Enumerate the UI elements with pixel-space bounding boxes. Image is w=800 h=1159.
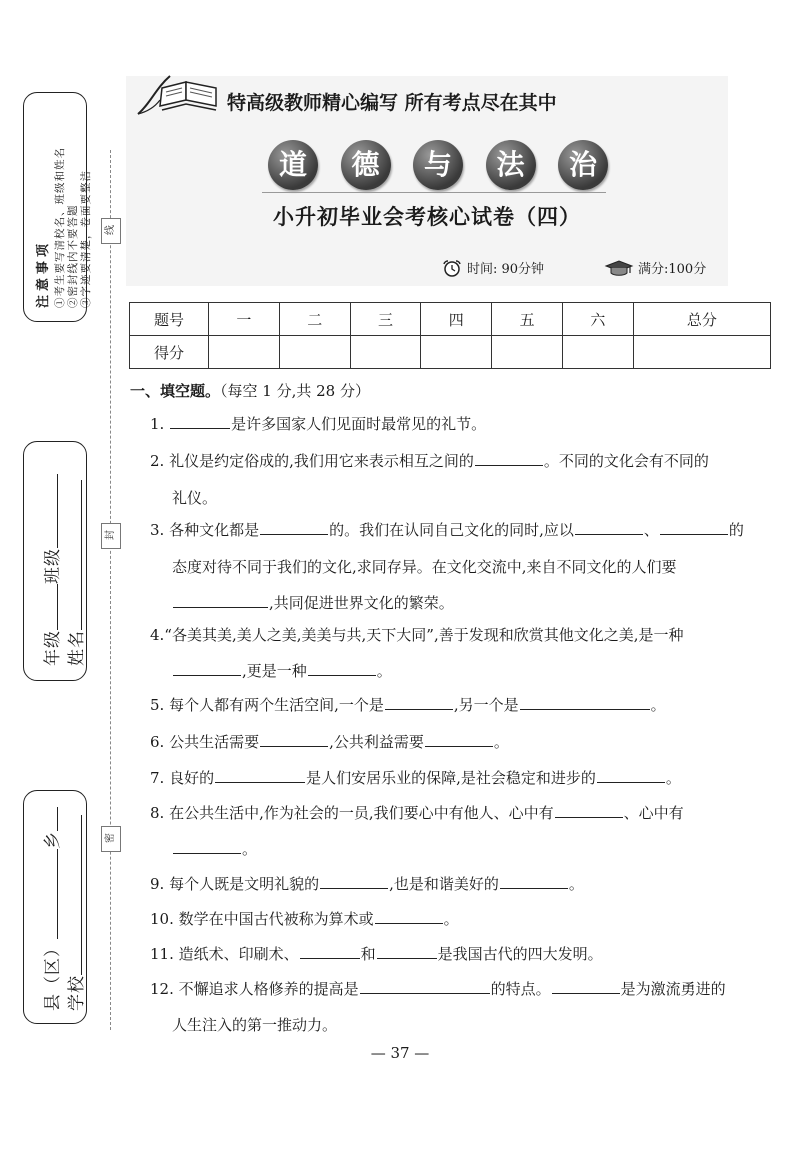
subject-title	[268, 140, 608, 190]
notes-title: 注意事项	[36, 239, 51, 308]
q6-blank-1[interactable]	[260, 732, 328, 747]
question-12	[150, 978, 726, 999]
notes-item-1: ①考生要写清校名、班级和姓名	[54, 147, 66, 308]
subject-char-4: 法	[486, 140, 536, 190]
score-header-1: 一	[209, 303, 280, 336]
q3-text-c: 、	[643, 521, 659, 539]
q4-text-c: 。	[376, 662, 392, 680]
q2-text-a: 2. 礼仪是约定俗成的,我们用它来表示相互之间的	[150, 452, 474, 470]
q7-text-b: 是人们安居乐业的保障,是社会稳定和进步的	[306, 769, 596, 787]
q8-text-a: 8. 在公共生活中,作为社会的一员,我们要心中有他人、心中有	[150, 804, 554, 822]
score-cell-5[interactable]	[492, 336, 563, 369]
score-header-total: 总分	[633, 303, 770, 336]
q4-blank-1[interactable]	[173, 661, 241, 676]
q11-text-c: 是我国古代的四大发明。	[437, 945, 603, 963]
full-score	[604, 258, 706, 277]
q7-text-a: 7. 良好的	[150, 769, 215, 787]
score-header-3: 三	[350, 303, 421, 336]
class-label: 班级	[43, 548, 63, 584]
question-12-cont	[172, 1014, 337, 1035]
name-blank[interactable]	[67, 480, 82, 630]
school-label: 学校	[67, 975, 87, 1011]
q3-text-f: ,共同促进世界文化的繁荣。	[269, 594, 454, 612]
header-slogan: 特高级教师精心编写 所有考点尽在其中	[227, 92, 557, 114]
exam-time	[441, 258, 544, 277]
grade-blank[interactable]	[43, 584, 58, 630]
question-3	[150, 519, 744, 540]
q6-text-c: 。	[493, 733, 509, 751]
binding-mark-feng: 封	[101, 523, 121, 549]
q11-blank-2[interactable]	[377, 944, 437, 959]
q10-text-b: 。	[443, 910, 459, 928]
name-label: 姓名	[67, 630, 87, 666]
q3-blank-2[interactable]	[575, 520, 643, 535]
q11-text-b: 和	[360, 945, 376, 963]
full-score-text: 满分:100分	[638, 262, 707, 277]
score-cell-4[interactable]	[421, 336, 492, 369]
question-2	[150, 450, 709, 471]
score-cell-2[interactable]	[279, 336, 350, 369]
subject-char-3: 与	[413, 140, 463, 190]
q3-text-a: 3. 各种文化都是	[150, 521, 260, 539]
graduation-cap-icon	[604, 259, 634, 277]
school-field	[62, 815, 87, 1011]
header-divider	[262, 192, 606, 193]
score-header-5: 五	[492, 303, 563, 336]
q3-blank-4[interactable]	[173, 593, 268, 608]
q9-blank-2[interactable]	[500, 874, 568, 889]
question-3-cont-1	[172, 556, 677, 577]
score-cell-1[interactable]	[209, 336, 280, 369]
q7-text-c: 。	[665, 769, 681, 787]
q8-blank-1[interactable]	[555, 803, 623, 818]
section-note: （每空 1 分,共 28 分）	[220, 382, 370, 400]
q10-blank-1[interactable]	[375, 909, 443, 924]
notes-box	[23, 92, 92, 322]
q3-text-b: 的。我们在认同自己文化的同时,应以	[329, 521, 574, 539]
q5-blank-1[interactable]	[385, 695, 453, 710]
q3-blank-3[interactable]	[660, 520, 728, 535]
score-row-label: 得分	[130, 336, 209, 369]
name-field	[62, 480, 87, 666]
question-8	[150, 802, 684, 823]
score-cell-6[interactable]	[562, 336, 633, 369]
question-6	[150, 731, 509, 752]
alarm-clock-icon	[441, 259, 463, 277]
q6-text-b: ,公共利益需要	[329, 733, 424, 751]
q6-blank-2[interactable]	[425, 732, 493, 747]
question-3-cont-2	[172, 592, 454, 613]
q3-blank-1[interactable]	[260, 520, 328, 535]
binding-mark-xian: 线	[101, 218, 121, 244]
question-1	[150, 413, 486, 434]
township-label: 乡	[43, 831, 63, 849]
exam-title: 小升初毕业会考核心试卷（四）	[273, 205, 581, 229]
q12-text-b: 的特点。	[490, 980, 551, 998]
question-2-cont	[172, 487, 217, 508]
q2-blank-1[interactable]	[475, 451, 543, 466]
score-table-header-row	[130, 303, 771, 336]
q8-text-b: 、心中有	[623, 804, 684, 822]
notes-item-2: ②密封线内不要答题	[67, 204, 79, 308]
subject-char-2: 德	[341, 140, 391, 190]
score-header-label: 题号	[130, 303, 209, 336]
q9-blank-1[interactable]	[320, 874, 388, 889]
score-header-4: 四	[421, 303, 492, 336]
seal-line	[110, 150, 111, 1030]
score-cell-total[interactable]	[633, 336, 770, 369]
class-blank[interactable]	[43, 474, 58, 548]
q11-text-a: 11. 造纸术、印刷术、	[150, 945, 299, 963]
binding-mark-mi: 密	[101, 826, 121, 852]
question-7	[150, 767, 681, 788]
school-info-box	[23, 790, 87, 1024]
section-title: 一、填空题。	[130, 382, 221, 400]
q11-blank-1[interactable]	[300, 944, 360, 959]
question-8-cont	[172, 838, 257, 859]
county-township-field	[38, 807, 63, 1011]
q2-text-c: 礼仪。	[172, 489, 218, 507]
school-blank[interactable]	[67, 815, 82, 975]
grade-label: 年级	[43, 630, 63, 666]
score-table	[129, 302, 771, 369]
q10-text-a: 10. 数学在中国古代被称为算术或	[150, 910, 374, 928]
q7-blank-1[interactable]	[215, 768, 305, 783]
county-label: 县（区）	[43, 939, 63, 1011]
q5-blank-2[interactable]	[520, 695, 650, 710]
q3-text-e: 态度对待不同于我们的文化,求同存异。在文化交流中,来自不同文化的人们要	[172, 558, 677, 576]
section-heading	[130, 380, 370, 401]
q12-text-c: 是为激流勇进的	[620, 980, 726, 998]
q5-text-c: 。	[650, 696, 666, 714]
q5-text-a: 5. 每个人都有两个生活空间,一个是	[150, 696, 384, 714]
score-cell-3[interactable]	[350, 336, 421, 369]
q2-text-b: 。不同的文化会有不同的	[543, 452, 709, 470]
grade-class-field	[38, 474, 63, 666]
q12-blank-1[interactable]	[360, 979, 490, 994]
page-number: — 37 —	[370, 1044, 430, 1062]
book-quill-logo-icon	[136, 74, 226, 120]
question-4	[150, 624, 684, 645]
q4-text-a: 4.“各美其美,美人之美,美美与共,天下大同”,善于发现和欣赏其他文化之美,是一种	[150, 626, 684, 644]
question-9	[150, 873, 584, 894]
q8-blank-2[interactable]	[173, 839, 241, 854]
township-blank[interactable]	[43, 807, 58, 831]
subject-char-5: 治	[558, 140, 608, 190]
q8-text-c: 。	[242, 840, 258, 858]
q1-text-a: 1.	[150, 415, 170, 433]
q4-blank-2[interactable]	[308, 661, 376, 676]
q5-text-b: ,另一个是	[453, 696, 519, 714]
q4-text-b: ,更是一种	[242, 662, 307, 680]
score-header-2: 二	[279, 303, 350, 336]
question-4-cont	[172, 660, 392, 681]
notes-item-3: ③字迹要清楚，卷面要整洁	[80, 170, 92, 308]
q9-text-c: 。	[568, 875, 584, 893]
q7-blank-2[interactable]	[597, 768, 665, 783]
question-11	[150, 943, 603, 964]
score-header-6: 六	[562, 303, 633, 336]
score-table-score-row	[130, 336, 771, 369]
county-blank[interactable]	[43, 849, 58, 939]
q12-text-d: 人生注入的第一推动力。	[172, 1016, 338, 1034]
q1-text-b: 是许多国家人们见面时最常见的礼节。	[231, 415, 487, 433]
q3-text-d: 的	[728, 521, 744, 539]
q12-text-a: 12. 不懈追求人格修养的提高是	[150, 980, 359, 998]
exam-time-text: 时间: 90分钟	[467, 262, 545, 277]
q9-text-a: 9. 每个人既是文明礼貌的	[150, 875, 320, 893]
q6-text-a: 6. 公共生活需要	[150, 733, 260, 751]
question-5	[150, 694, 666, 715]
student-info-box	[23, 441, 87, 681]
q1-blank-1[interactable]	[170, 414, 230, 429]
q9-text-b: ,也是和谐美好的	[389, 875, 499, 893]
subject-char-1: 道	[268, 140, 318, 190]
q12-blank-2[interactable]	[552, 979, 620, 994]
question-10	[150, 908, 459, 929]
